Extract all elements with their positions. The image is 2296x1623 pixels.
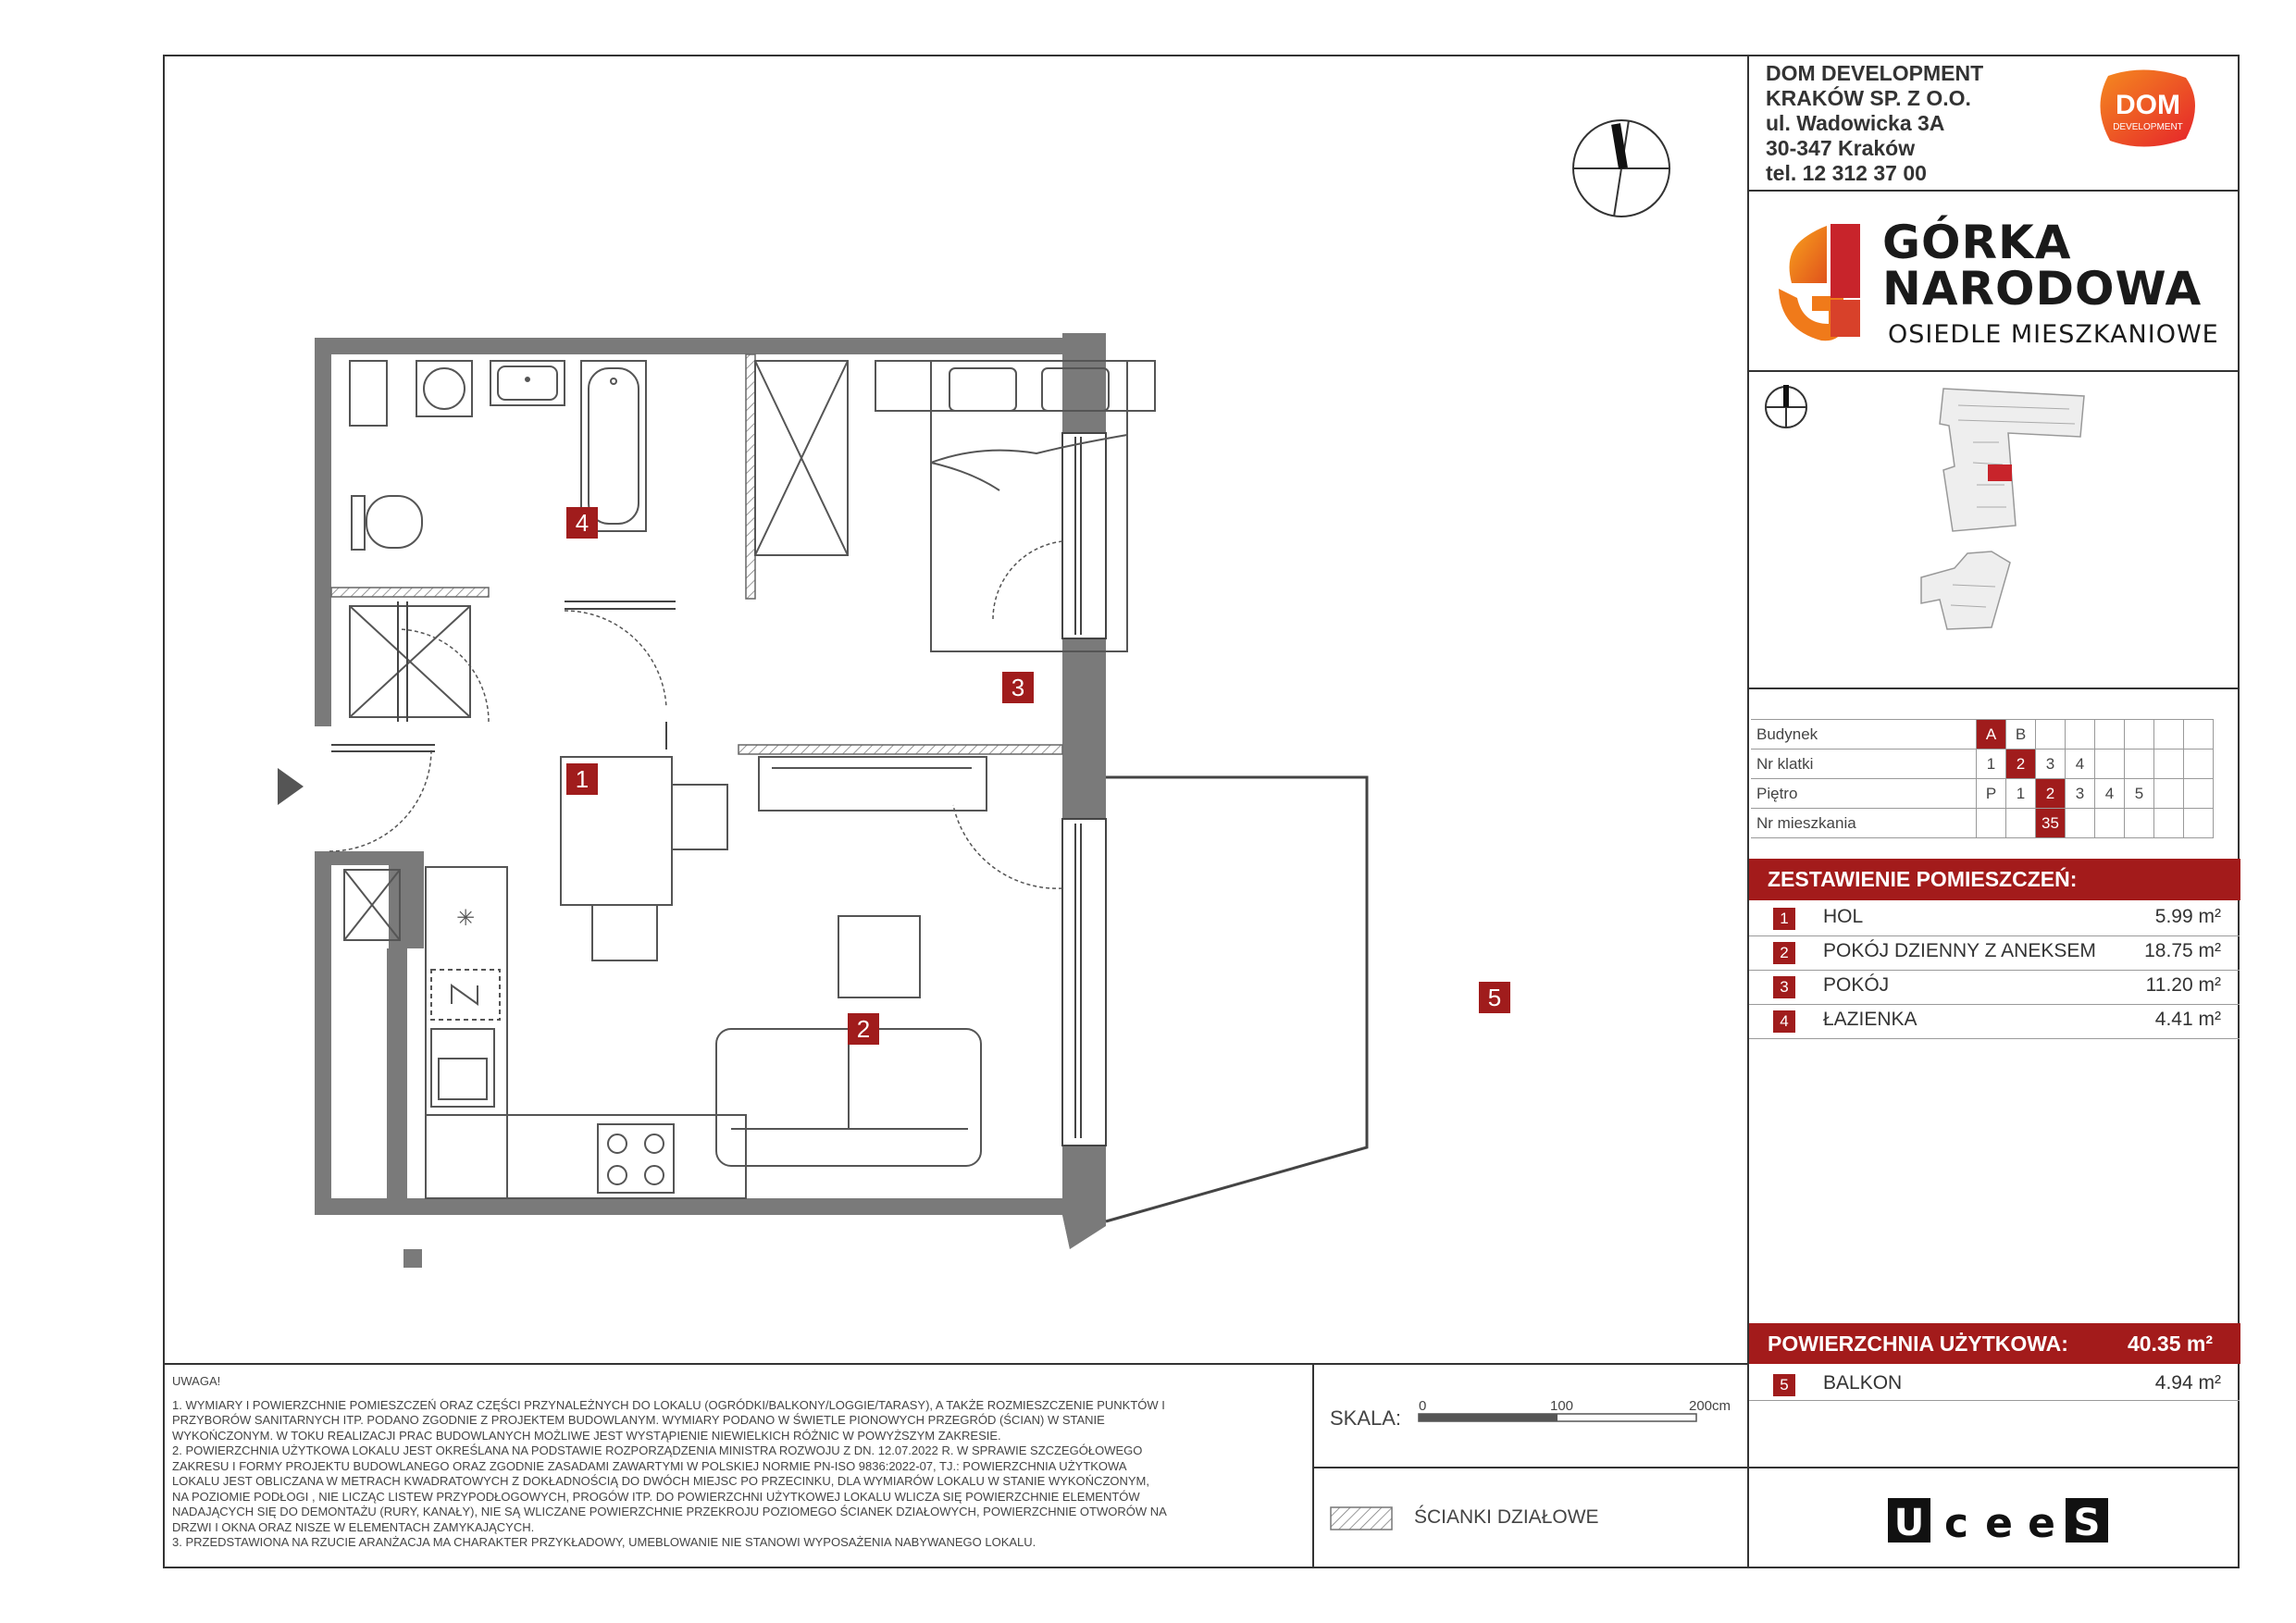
- project-title-line2: NARODOWA: [1882, 262, 2203, 316]
- ucees-letter-e: e: [1985, 1500, 2013, 1546]
- selector-cell-empty: [2006, 809, 2036, 838]
- selector-cell-empty: [2036, 720, 2066, 750]
- room-number-badge: 2: [1773, 942, 1795, 964]
- selector-cell-empty: [2125, 750, 2154, 779]
- scale-tick-100: 100: [1550, 1398, 1574, 1414]
- apartment-interior: [331, 354, 1062, 1198]
- disclaimer-notes: [172, 1374, 1299, 1551]
- dom-development-logo: [2090, 67, 2206, 152]
- key-plan: [1755, 378, 2236, 683]
- key-plan-compass-icon: [1766, 385, 1806, 427]
- room-area: 4.41 m²: [2154, 1009, 2221, 1030]
- room-number-badge: 4: [1773, 1010, 1795, 1033]
- ucees-letter-e: e: [2028, 1500, 2055, 1546]
- company-street: ul. Wadowicka 3A: [1766, 111, 1945, 135]
- selector-cell-empty: [2125, 809, 2154, 838]
- room-name: POKÓJ DZIENNY Z ANEKSEM: [1823, 940, 2096, 961]
- selector-row-floor: [1751, 779, 2214, 809]
- divider-scale-legend: [1312, 1467, 2240, 1468]
- selector-cell-empty: [2066, 809, 2095, 838]
- selector-cell-apartment-35[interactable]: 35: [2036, 809, 2066, 838]
- note-line: NADAJĄCYCH SIĘ DO DEMONTAŻU (RURY, KANAŁY), NIE SĄ WLICZANE POWIERZCHNIE PRZEKROJU POZIOMEGO ŚCIANEK DZIAŁOWYCH, POWIERZCHNIE OTWORÓW NA: [172, 1505, 1167, 1518]
- room-row: [1773, 936, 2221, 970]
- divider-keyplan: [1747, 688, 2240, 689]
- ucees-letter-c: c: [1943, 1500, 1969, 1546]
- selector-cell-empty: [2154, 779, 2184, 809]
- selector-row-apartment: [1751, 809, 2214, 838]
- selector-cell-empty: [2184, 720, 2214, 750]
- total-area-value: 40.35 m²: [2127, 1332, 2213, 1356]
- room-tag-hol: 1: [566, 763, 598, 795]
- room-name: HOL: [1823, 906, 1864, 927]
- room-number-badge: 1: [1773, 908, 1795, 930]
- building-a-outline: [1921, 389, 2084, 629]
- company-city: 30-347 Kraków: [1766, 136, 1916, 160]
- selector-cell-floor-p[interactable]: P: [1977, 779, 2006, 809]
- svg-text:✳: ✳: [455, 905, 476, 931]
- window-living-room[interactable]: [1062, 819, 1106, 1146]
- scale-bar: [1411, 1395, 1744, 1432]
- selector-cell-empty: [2125, 720, 2154, 750]
- selector-cell-floor-1[interactable]: 1: [2006, 779, 2036, 809]
- ucees-letter-s: S: [2073, 1502, 2101, 1544]
- room-tag-living: 2: [848, 1013, 879, 1045]
- dom-logo-text: DOM: [2116, 90, 2180, 120]
- note-line: LOKALU JEST OBLICZANA W METRACH KWADRATOWYCH Z DOKŁADNOŚCIĄ DO DWÓCH MIEJSC PO PRZECINKU, DLA WYMIARÓW LOKALU W STANIE WYKOŃCZONYM,: [172, 1474, 1150, 1488]
- balcony-area: 4.94 m²: [2154, 1372, 2221, 1394]
- total-area-label: POWIERZCHNIA UŻYTKOWA:: [1768, 1332, 2068, 1356]
- company-address: [1766, 61, 1983, 186]
- note-line: PRZYBORÓW SANITARNYCH ITP. PODANO ZGODNIE Z PROJEKTEM BUDOWLANYM. WYMIARY PODANO W ŚWIETLE PIONOWYCH PRZEGRÓD (ŚCIAN) W STANIE: [172, 1413, 1105, 1427]
- room-row: [1773, 902, 2221, 935]
- selector-cell-empty: [2184, 750, 2214, 779]
- room-tag-bedroom: 3: [1002, 672, 1034, 703]
- selector-cell-floor-5[interactable]: 5: [2125, 779, 2154, 809]
- project-subtitle: OSIEDLE MIESZKANIOWE: [1888, 320, 2219, 349]
- room-area: 11.20 m²: [2145, 974, 2221, 996]
- selector-label-floor: Piętro: [1751, 779, 1977, 809]
- dom-logo-subtext: DEVELOPMENT: [2113, 122, 2183, 132]
- note-line: ZAKRESU I FORMY PROJEKTU BUDOWLANEGO ORAZ ZGODNIE ZASADAMI ZAWARTYMI W POLSKIEJ NORMIE PN-ISO 9836:2022-07, TJ.: POWIERZCHNIA UŻYTKOWA: [172, 1458, 1127, 1473]
- selector-cell-empty: [2154, 720, 2184, 750]
- selector-cell-empty: [2095, 750, 2125, 779]
- divider-project: [1747, 370, 2240, 372]
- company-branch: KRAKÓW SP. Z O.O.: [1766, 86, 1971, 110]
- room-area: 18.75 m²: [2144, 940, 2221, 961]
- selector-cell-staircase-1[interactable]: 1: [1977, 750, 2006, 779]
- floor-plan-detailed: [268, 333, 1407, 1249]
- room-row-divider: [1749, 1038, 2240, 1039]
- note-line: DRZWI I OKNA ORAZ NISZE W ELEMENTACH ZAMYKAJĄCYCH.: [172, 1519, 535, 1534]
- rooms-header: ZESTAWIENIE POMIESZCZEŃ:: [1749, 859, 2240, 900]
- note-line: 2. POWIERZCHNIA UŻYTKOWA LOKALU JEST OKREŚLANA NA PODSTAWIE ROZPORZĄDZENIA MINISTRA ROZWOJU Z DN. 12.07.2022 R. W SPRAWIE SZCZEGÓŁOWEGO: [172, 1443, 1143, 1457]
- window-room-3[interactable]: [1062, 433, 1106, 638]
- room-tag-bathroom: 4: [566, 507, 598, 539]
- selector-cell-staircase-2[interactable]: 2: [2006, 750, 2036, 779]
- note-line: NA POZIOMIE PODŁOGI , NIE LICZĄC LISTEW PRZYPODŁOGOWYCH, PROGÓW ITP. DO POWIERZCHNI UŻYTKOWEJ LOKALU WLICZA SIĘ POWIERZCHNIE ELEMENTÓW: [172, 1489, 1140, 1504]
- selector-cell-empty: [2095, 720, 2125, 750]
- divider-company: [1747, 190, 2240, 192]
- compass-north-icon: [1570, 117, 1673, 220]
- ucees-letter-u: U: [1893, 1502, 1925, 1544]
- selector-label-apartment: Nr mieszkania: [1751, 809, 1977, 838]
- balcony-row: [1773, 1369, 2221, 1402]
- company-phone: tel. 12 312 37 00: [1766, 161, 1927, 185]
- total-area-bar: [1749, 1323, 2240, 1364]
- room-tag-balcony: 5: [1479, 982, 1510, 1013]
- partition-wall-hatch-icon: [1330, 1506, 1393, 1530]
- apartment-location-marker: [1988, 465, 2012, 481]
- selector-row-staircase: [1751, 750, 2214, 779]
- selector-cell-empty: [2095, 809, 2125, 838]
- selector-cell-staircase-3[interactable]: 3: [2036, 750, 2066, 779]
- company-name: DOM DEVELOPMENT: [1766, 61, 1984, 85]
- notes-title: UWAGA!: [172, 1374, 221, 1388]
- selector-cell-floor-3[interactable]: 3: [2066, 779, 2095, 809]
- selector-cell-empty: [2154, 809, 2184, 838]
- selector-cell-empty: [2184, 809, 2214, 838]
- room-row: [1773, 971, 2221, 1004]
- scale-tick-200: 200cm: [1689, 1398, 1731, 1414]
- selector-cell-floor-4[interactable]: 4: [2095, 779, 2125, 809]
- selector-cell-building-a[interactable]: A: [1977, 720, 2006, 750]
- scale-label: SKALA:: [1330, 1406, 1402, 1430]
- apartment-selector-table: [1751, 719, 2214, 838]
- legend-label: ŚCIANKI DZIAŁOWE: [1414, 1506, 1599, 1528]
- divider-notes-scale: [1312, 1363, 1314, 1568]
- selector-cell-empty: [1977, 809, 2006, 838]
- room-name: POKÓJ: [1823, 974, 1890, 996]
- selector-cell-empty: [2184, 779, 2214, 809]
- selector-cell-staircase-4[interactable]: 4: [2066, 750, 2095, 779]
- selector-label-staircase: Nr klatki: [1751, 750, 1977, 779]
- divider-notes-top: [163, 1363, 1748, 1365]
- selector-cell-empty: [2066, 720, 2095, 750]
- room-row: [1773, 1005, 2221, 1038]
- room-number-badge: 3: [1773, 976, 1795, 998]
- selector-cell-empty: [2154, 750, 2184, 779]
- selector-cell-floor-2[interactable]: 2: [2036, 779, 2066, 809]
- selector-row-building: [1751, 720, 2214, 750]
- ucees-logo: [1886, 1494, 2112, 1546]
- selector-cell-building-b[interactable]: B: [2006, 720, 2036, 750]
- gorka-narodowa-logo: [1775, 218, 2219, 348]
- project-title-line1: GÓRKA: [1882, 216, 2072, 269]
- scale-tick-0: 0: [1419, 1398, 1427, 1414]
- room-area: 5.99 m²: [2154, 906, 2221, 927]
- note-line: 3. PRZEDSTAWIONA NA RZUCIE ARANŻACJA MA CHARAKTER PRZYKŁADOWY, UMEBLOWANIE NIE STANOWI WYPOSAŻENIA NABYWANEGO LOKALU.: [172, 1535, 1036, 1549]
- selector-label-building: Budynek: [1751, 720, 1977, 750]
- room-name: ŁAZIENKA: [1823, 1009, 1917, 1030]
- note-line: WYKOŃCZONYM. W TOKU REALIZACJI PRAC BUDOWLANYCH MOŻLIWE JEST WYSTĄPIENIE NIEWIELKICH RÓŻNIC W POWYŻSZYM ZAKRESIE.: [172, 1428, 1001, 1443]
- room-number-badge: 5: [1773, 1374, 1795, 1396]
- note-line: 1. WYMIARY I POWIERZCHNIE POMIESZCZEŃ ORAZ CZĘŚCI PRZYNALEŻNYCH DO LOKALU (OGRÓDKI/BALKONY/LOGGIE/TARASY), A TAKŻE ROZMIESZCZENIE PUNKTÓW I: [172, 1397, 1165, 1412]
- gorka-narodowa-emblem: [1775, 218, 1886, 348]
- balcony-name: BALKON: [1823, 1372, 1903, 1394]
